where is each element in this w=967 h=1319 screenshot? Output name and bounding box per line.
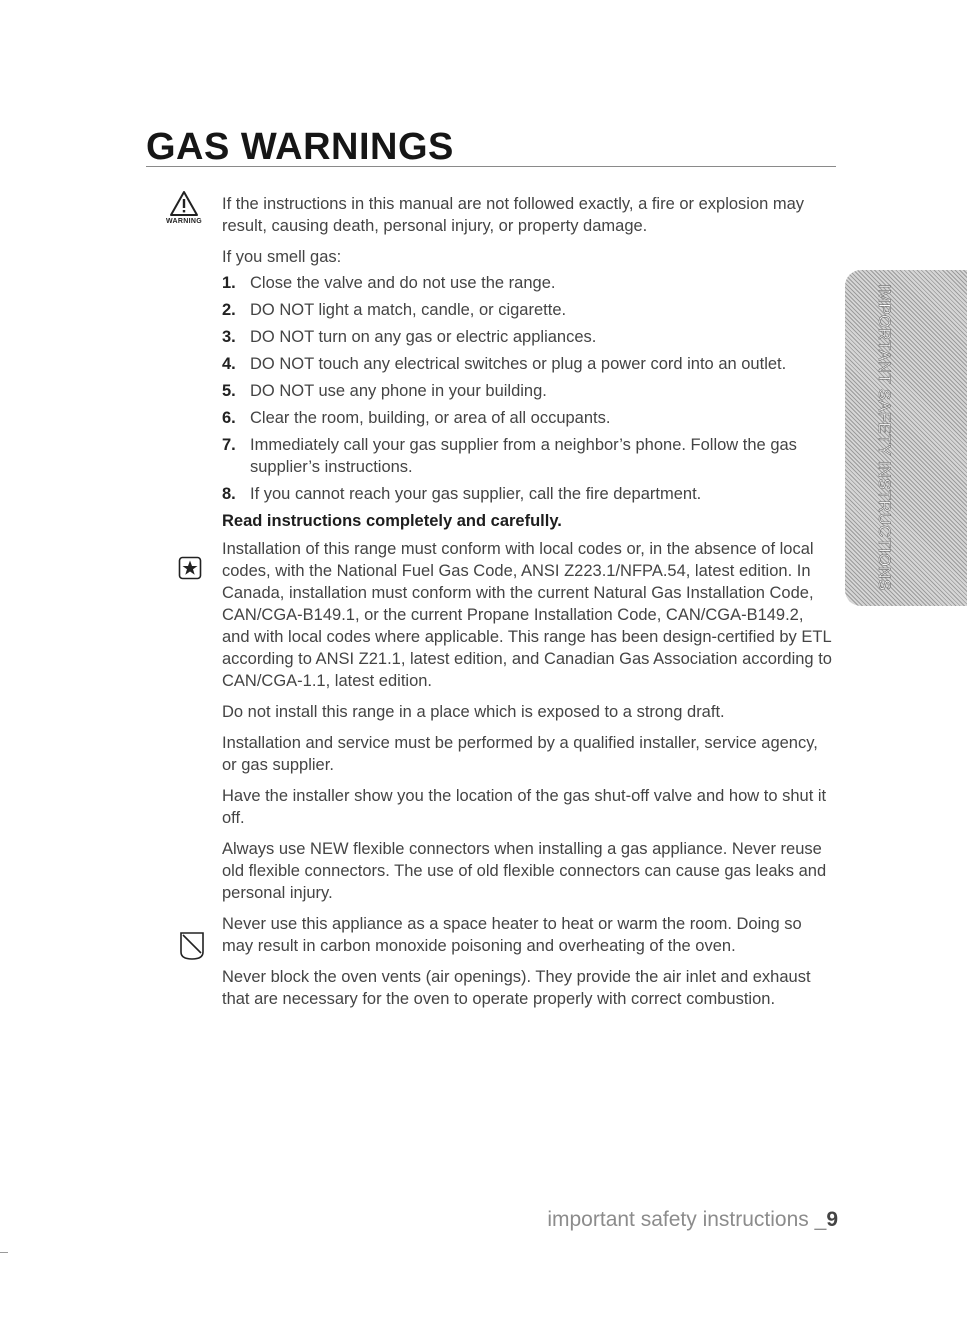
step-text: DO NOT light a match, candle, or cigarette. (250, 301, 567, 319)
gas-steps-list (222, 272, 834, 505)
step-text: DO NOT turn on any gas or electric appliances. (250, 328, 597, 346)
step-number: 1. (222, 274, 236, 292)
step-text: Immediately call your gas supplier from a neighbor’s phone. Follow the gas supplier’s instructions. (250, 436, 797, 476)
step-number: 2. (222, 301, 236, 319)
read-carefully-heading: Read instructions completely and carefully. (222, 512, 562, 530)
page-number: 9 (826, 1208, 838, 1231)
list-item (222, 380, 834, 402)
prohibited-paragraph: Never block the oven vents (air openings). They provide the air inlet and exhaust that are necessary for the oven to operate properly with correct combustion. (222, 968, 811, 1008)
list-item (222, 326, 834, 348)
important-paragraph: Installation and service must be performed by a qualified installer, service agency, or gas supplier. (222, 734, 818, 774)
step-number: 3. (222, 328, 236, 346)
step-text: DO NOT use any phone in your building. (250, 382, 547, 400)
important-paragraph: Installation of this range must conform with local codes or, in the absence of local codes, with the National Fuel Gas Code, ANSI Z223.1/NFPA.54, latest edition. In Canada, installation must conform with the current Natural Gas Installation Code, CAN/CGA-B149.1, or the current Propane Installation Code, CAN/CGA-B149.2, and with local codes where applicable. This range has been design-certified by ETL according to ANSI Z21.1, latest edition, and Canadian Gas Association according to CAN/CGA-1.1, latest edition. (222, 540, 832, 690)
step-number: 7. (222, 436, 236, 454)
step-text: Close the valve and do not use the range. (250, 274, 556, 292)
list-item (222, 353, 834, 375)
important-paragraph: Do not install this range in a place which is exposed to a strong draft. (222, 703, 725, 721)
warning-text: If the instructions in this manual are not followed exactly, a fire or explosion may result, causing death, personal injury, or property damage. (222, 195, 805, 235)
warning-icon-group (156, 190, 212, 232)
page-title: GAS WARNINGS (146, 126, 454, 168)
footer-section-label: important safety instructions _ (547, 1208, 827, 1231)
step-number: 8. (222, 485, 236, 503)
warning-triangle-icon (169, 190, 199, 217)
list-item (222, 434, 834, 478)
edge-mark (0, 1252, 8, 1253)
page-footer (547, 1208, 838, 1232)
step-number: 5. (222, 382, 236, 400)
step-text: If you cannot reach your gas supplier, call the fire department. (250, 485, 702, 503)
content-body (222, 193, 834, 1019)
section-side-tab (845, 270, 967, 606)
list-item (222, 299, 834, 321)
no-entry-icon (178, 930, 206, 967)
smell-intro: If you smell gas: (222, 248, 342, 266)
prohibited-paragraph: Never use this appliance as a space heater to heat or warm the room. Doing so may result in carbon monoxide poisoning and overheating of the oven. (222, 915, 802, 955)
step-text: DO NOT touch any electrical switches or plug a power cord into an outlet. (250, 355, 787, 373)
title-rule (146, 166, 836, 167)
list-item (222, 272, 834, 294)
step-number: 4. (222, 355, 236, 373)
warning-label: WARNING (166, 218, 202, 225)
list-item (222, 407, 834, 429)
important-paragraph: Have the installer show you the location of the gas shut-off valve and how to shut it off. (222, 787, 827, 827)
important-paragraph: Always use NEW flexible connectors when installing a gas appliance. Never reuse old flexible connectors. The use of old flexible connectors can cause gas leaks and personal injury. (222, 840, 827, 902)
star-important-icon (178, 556, 202, 585)
step-text: Clear the room, building, or area of all occupants. (250, 409, 611, 427)
step-number: 6. (222, 409, 236, 427)
list-item (222, 483, 834, 505)
side-tab-label: IMPORTANT SAFETY INSTRUCTIONS (875, 284, 893, 591)
